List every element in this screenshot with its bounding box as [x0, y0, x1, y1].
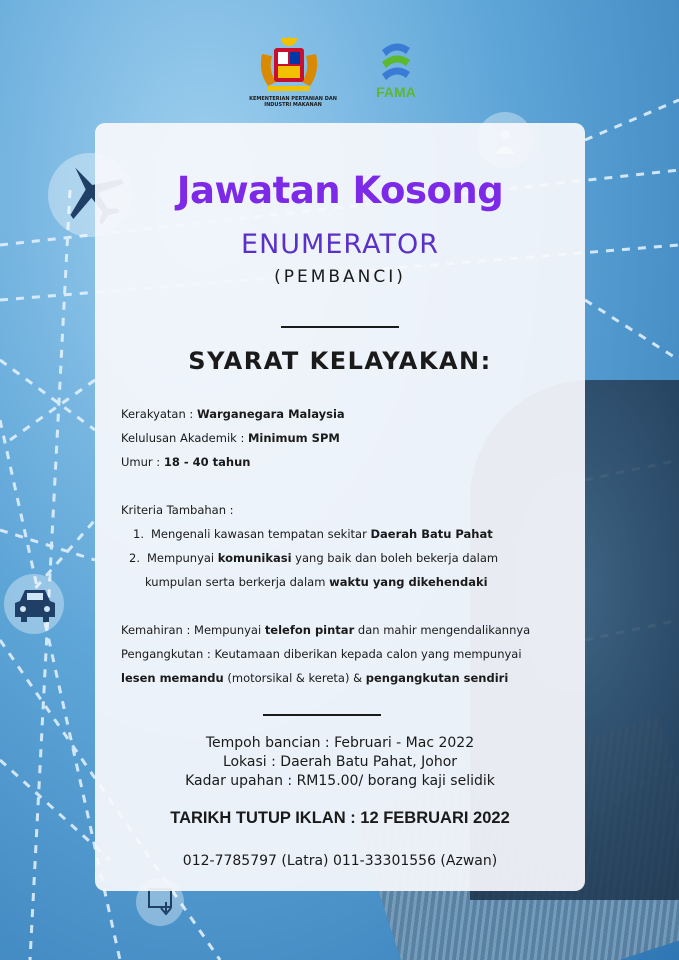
kriteria-item-2: [129, 551, 498, 565]
umur-line: [121, 455, 250, 469]
contact-numbers: 012-7785797 (Latra) 011-33301556 (Azwan): [182, 853, 498, 869]
item-text: Mengenali kawasan tempatan sekitar: [151, 527, 371, 541]
divider: [263, 714, 381, 716]
page-title: Jawatan Kosong: [176, 169, 504, 212]
logo-bar: [0, 32, 679, 112]
item-bold: waktu yang dikehendaki: [329, 575, 488, 589]
kerakyatan-value: Warganegara Malaysia: [196, 407, 345, 421]
malaysia-crest-logo: [254, 32, 324, 94]
item-number: 2.: [129, 551, 140, 565]
tempoh-line: Tempoh bancian : Februari - Mac 2022: [205, 735, 475, 751]
item-bold: Daerah Batu Pahat: [370, 527, 493, 541]
role-title: ENUMERATOR: [241, 229, 439, 260]
kriteria-item-1: [133, 527, 493, 541]
ministry-text: KEMENTERIAN PERTANIAN DAN INDUSTRI MAKANAN: [249, 96, 337, 108]
item-text: Mempunyai: [147, 551, 218, 565]
kemahiran-line: [121, 623, 530, 637]
kemahiran-bold: telefon pintar: [264, 623, 355, 637]
lesen-bold: lesen memandu: [121, 671, 224, 685]
kerakyatan-line: [121, 407, 345, 421]
kerakyatan-label: Kerakyatan :: [121, 407, 197, 421]
pengangkutan-line: Pengangkutan : Keutamaan diberikan kepada calon yang mempunyai: [121, 647, 522, 661]
kemahiran-label: Kemahiran : Mempunyai: [121, 623, 265, 637]
role-subtitle: (PEMBANCI): [274, 267, 406, 287]
umur-value: 18 - 40 tahun: [163, 455, 251, 469]
kriteria-item-2-cont: [145, 575, 488, 589]
kriteria-heading: Kriteria Tambahan :: [121, 503, 234, 517]
fama-wordmark: FAMA: [376, 84, 416, 100]
kemahiran-rest: dan mahir mengendalikannya: [354, 623, 531, 637]
item-text: kumpulan serta berkerja dalam: [145, 575, 330, 589]
car-icon: [12, 585, 58, 625]
fama-logo: [372, 34, 420, 82]
lesen-mid: (motorsikal & kereta) &: [223, 671, 366, 685]
closing-date: TARIKH TUTUP IKLAN : 12 FEBRUARI 2022: [170, 809, 510, 827]
item-bold: komunikasi: [217, 551, 292, 565]
item-number: 1.: [133, 527, 144, 541]
akademik-value: Minimum SPM: [247, 431, 340, 445]
lesen-line: [121, 671, 508, 685]
divider: [281, 326, 399, 328]
lokasi-line: Lokasi : Daerah Batu Pahat, Johor: [222, 754, 458, 770]
akademik-line: [121, 431, 340, 445]
content-card: [95, 123, 585, 891]
pengangkutan-bold: pengangkutan sendiri: [365, 671, 509, 685]
kadar-line: Kadar upahan : RM15.00/ borang kaji selidik: [185, 773, 495, 789]
section-heading: SYARAT KELAYAKAN:: [188, 347, 492, 375]
item-text: yang baik dan boleh bekerja dalam: [291, 551, 499, 565]
umur-label: Umur :: [121, 455, 164, 469]
akademik-label: Kelulusan Akademik :: [121, 431, 248, 445]
